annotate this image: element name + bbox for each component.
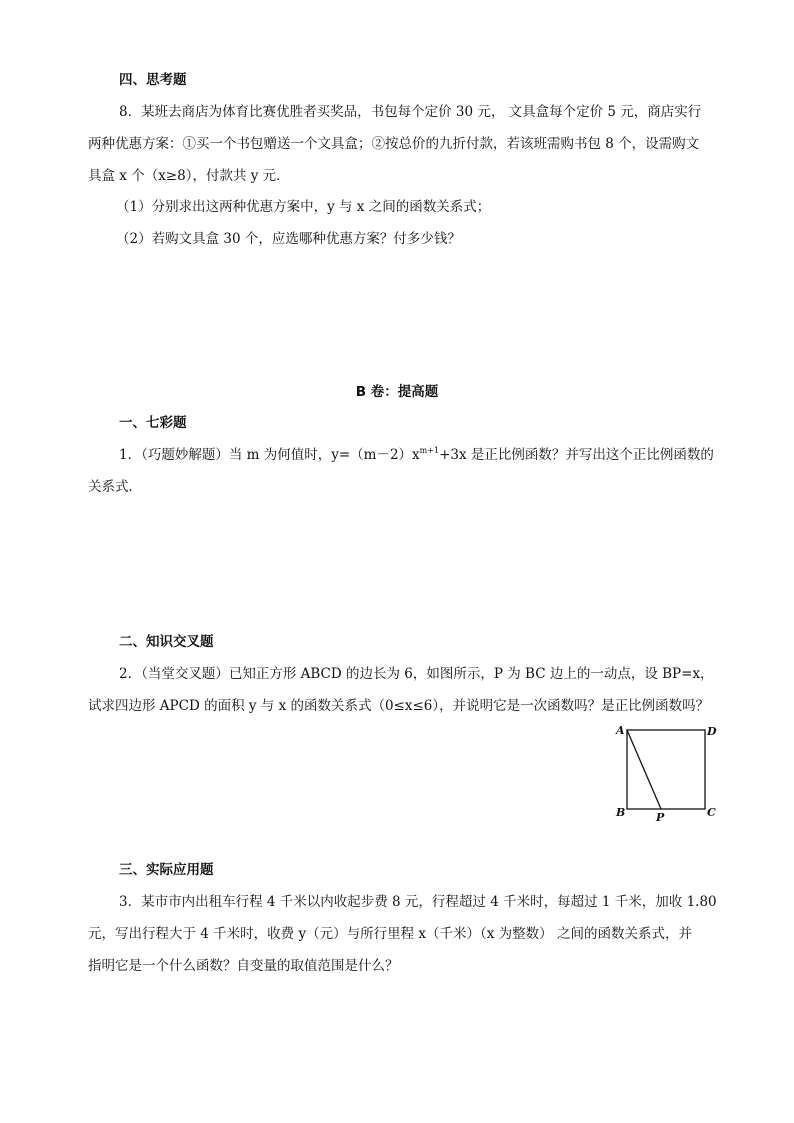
label-c: C — [707, 806, 716, 819]
label-a: A — [616, 724, 625, 737]
label-b: B — [616, 806, 626, 819]
square-figure — [614, 722, 720, 822]
q8-sub1: （1）分别求出这两种优惠方案中，y 与 x 之间的函数关系式； — [116, 199, 491, 215]
q8-line1: 8．某班去商店为体育比赛优胜者买奖品，书包每个定价 30 元， 文具盒每个定价 5 元，商店实行 — [119, 104, 702, 120]
q3-line1: 3．某市市内出租车行程 4 千米以内收起步费 8 元，行程超过 4 千米时，每超过 1 千米，加收 1.80 — [119, 894, 717, 910]
q1-exponent: m+1 — [419, 446, 440, 455]
q2-line1: 2．（当堂交叉题）已知正方形 ABCD 的边长为 6，如图所示，P 为 BC 边上的一动点，设 BP=x， — [119, 666, 714, 682]
q1-pre: 1．（巧题妙解题）当 m 为何值时，y=（m－2）x — [119, 447, 420, 463]
s3-heading: 三、实际应用题 — [119, 862, 214, 878]
q8-line3: 具盒 x 个（x≥8），付款共 y 元． — [88, 168, 290, 184]
q8-line2: 两种优惠方案：①买一个书包赠送一个文具盒；②按总价的九折付款，若该班需购书包 8 个，设需购文 — [88, 136, 700, 152]
q3-line3: 指明它是一个什么函数？自变量的取值范围是什么？ — [88, 958, 399, 974]
label-d: D — [707, 725, 717, 738]
q1-line1 — [119, 445, 714, 465]
square-abcd — [627, 730, 705, 809]
q8-sub2: （2）若购文具盒 30 个，应选哪种优惠方案？付多少钱？ — [116, 231, 461, 247]
q1-post: +3x 是正比例函数？并写出这个正比例函数的 — [439, 447, 714, 463]
label-p: P — [656, 811, 665, 822]
section4-heading: 四、思考题 — [119, 72, 187, 88]
s1-heading: 一、七彩题 — [119, 415, 187, 431]
segment-ap — [627, 730, 661, 809]
q1-line2: 关系式． — [88, 479, 142, 495]
q2-line2: 试求四边形 APCD 的面积 y 与 x 的函数关系式（0≤x≤6），并说明它是一次函数吗？是正比例函数吗？ — [88, 698, 710, 714]
s2-heading: 二、知识交叉题 — [119, 634, 214, 650]
partB-title: B 卷：提高题 — [355, 384, 439, 400]
q3-line2: 元，写出行程大于 4 千米时，收费 y（元）与所行里程 x（千米）（x 为整数） 之间的函数关系式，并 — [88, 926, 692, 942]
